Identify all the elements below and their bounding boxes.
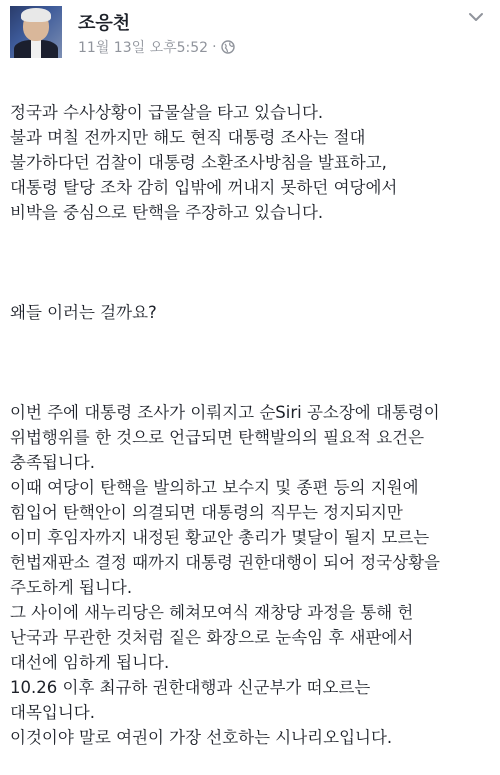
avatar-shirt bbox=[31, 40, 41, 58]
post-paragraph: 이번 주에 대통령 조사가 이뤄지고 순Siri 공소장에 대통령이 위법행위를 한 것으로 언급되면 탄핵발의의 필요적 요건은 충족됩니다. 이때 여당이 탄핵을 발의하고 보수지 및 종편 등의 지원에 힘입어 탄핵안이 의결되면 대통령의 직무는 정지되지만 이미 후임자까지 내정된 황교안 총리가 몇달이 될지 모르는 헌법재판소 결정 때까지 대통령 권한대행이 되어 정국상황을 주도하게 됩니다. 그 사이에 새누리당은 헤쳐모여식 재창당 과정을 통해 헌 난국과 무관한 것처럼 짙은 화장으로 눈속임 후 새판에서 대선에 임하게 됩니다. 10.26 이후 최규하 권한대행과 신군부가 떠오르는 대목입니다. 이것이야 말로 여권이 가장 선호하는 시나리오입니다. bbox=[10, 403, 440, 747]
paragraph-gap bbox=[10, 350, 492, 375]
avatar[interactable] bbox=[10, 6, 62, 58]
post-meta bbox=[78, 37, 235, 57]
post-timestamp[interactable]: 11월 13일 오후5:52 bbox=[78, 40, 209, 56]
post-header bbox=[0, 0, 500, 62]
post-paragraph: 왜들 이러는 걸까요? bbox=[10, 303, 157, 322]
author-name[interactable]: 조응천 bbox=[78, 13, 131, 34]
post-body bbox=[10, 75, 492, 775]
globe-icon[interactable] bbox=[221, 40, 235, 54]
paragraph-gap bbox=[10, 250, 492, 275]
meta-separator: · bbox=[212, 39, 217, 55]
avatar-hair bbox=[21, 8, 51, 22]
post-paragraph: 정국과 수사상황이 급물살을 타고 있습니다. 불과 며칠 전까지만 해도 현직 대통령 조사는 절대 불가하다던 검찰이 대통령 소환조사방침을 발표하고, 대통령 탈당 조차 감히 입밖에 꺼내지 못하던 여당에서 비박을 중심으로 탄핵을 주장하고 있습니다. bbox=[10, 103, 398, 222]
chevron-down-icon[interactable] bbox=[468, 8, 484, 20]
